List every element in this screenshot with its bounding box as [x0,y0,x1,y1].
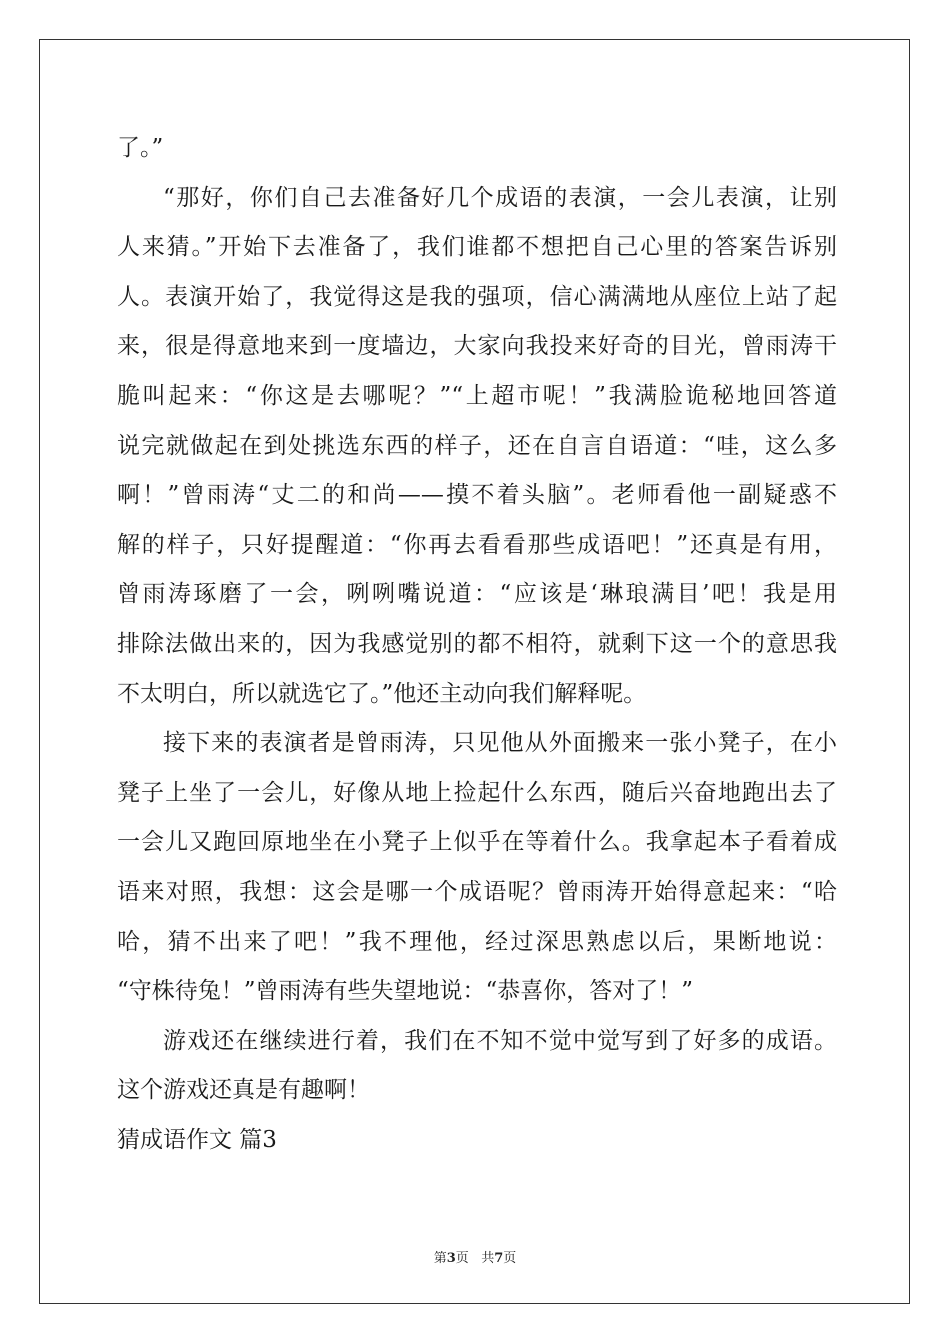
text-line: 人。表演开始了，我觉得这是我的强项，信心满满地从座位上站了起 [117,283,837,310]
text-line: “守株待兔！”曾雨涛有些失望地说：“恭喜你，答对了！” [117,978,694,1005]
text-line: 不太明白，所以就选它了。”他还主动向我们解释呢。 [117,680,647,707]
page-footer [0,1247,950,1266]
document-body [117,124,837,1165]
footer-page-total: 7 [494,1251,504,1266]
footer-page-number: 3 [446,1251,456,1266]
text-line: 一会儿又跑回原地坐在小凳子上似乎在等着什么。我拿起本子看着成 [117,829,837,856]
text-line: 语来对照，我想：这会是哪一个成语呢？曾雨涛开始得意起来：“哈 [117,878,837,905]
text-line: “那好，你们自己去准备好几个成语的表演，一会儿表演，让别 [163,184,837,211]
footer-suffix: 页 [503,1251,517,1266]
text-line: 这个游戏还真是有趣啊！ [117,1077,370,1104]
footer-prefix: 第 [433,1251,447,1266]
text-line: 凳子上坐了一会儿，好像从地上捡起什么东西，随后兴奋地跑出去了 [117,779,837,806]
text-line: 解的样子，只好提醒道：“你再去看看那些成语吧！”还真是有用， [117,531,837,558]
text-line: 脆叫起来：“你这是去哪呢？”“上超市呢！”我满脸诡秘地回答道 [117,382,837,409]
text-line: 说完就做起在到处挑选东西的样子，还在自言自语道：“哇，这么多 [117,432,837,459]
text-line: 接下来的表演者是曾雨涛，只见他从外面搬来一张小凳子，在小 [163,730,837,757]
text-line: 曾雨涛琢磨了一会，咧咧嘴说道：“应该是‘琳琅满目’吧！我是用 [117,581,837,608]
footer-middle: 页 共 [455,1251,495,1266]
text-line: 游戏还在继续进行着，我们在不知不觉中觉写到了好多的成语。 [163,1027,837,1054]
section-heading: 猜成语作文 篇3 [117,1126,277,1153]
text-line: 啊！”曾雨涛“丈二的和尚——摸不着头脑”。老师看他一副疑惑不 [117,482,837,509]
text-line: 哈，猜不出来了吧！”我不理他，经过深思熟虑以后，果断地说： [117,928,837,955]
text-line: 排除法做出来的，因为我感觉别的都不相符，就剩下这一个的意思我 [117,630,837,657]
text-line: 来，很是得意地来到一度墙边，大家向我投来好奇的目光，曾雨涛干 [117,333,837,360]
text-line: 人来猜。”开始下去准备了，我们谁都不想把自己心里的答案告诉别 [117,234,837,261]
text-line: 了。” [117,135,164,161]
